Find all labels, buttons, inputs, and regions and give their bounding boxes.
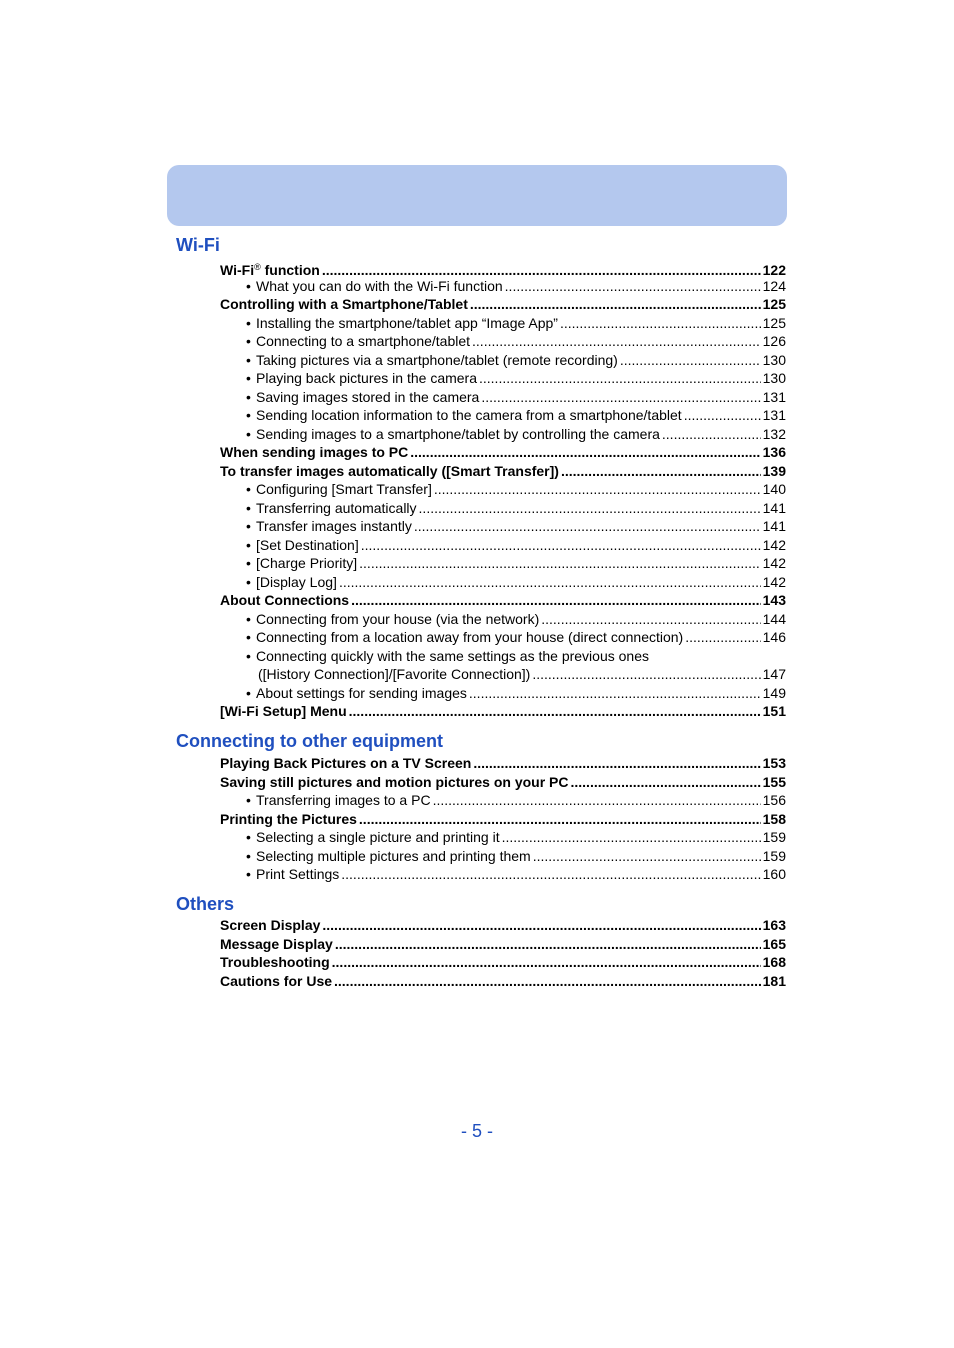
toc-subentry[interactable] bbox=[246, 389, 786, 406]
toc-entry[interactable] bbox=[220, 703, 786, 720]
toc-entry-label: Sending location information to the camera from a smartphone/tablet bbox=[256, 407, 682, 423]
bullet-icon: • bbox=[246, 314, 251, 331]
bullet-icon: • bbox=[246, 407, 251, 423]
bullet-icon: • bbox=[246, 610, 251, 627]
dot-leader bbox=[533, 848, 761, 865]
toc-subentry[interactable] bbox=[258, 666, 786, 683]
toc-page-number: 158 bbox=[762, 810, 786, 827]
bullet-icon: • bbox=[246, 370, 251, 386]
dot-leader bbox=[684, 407, 761, 424]
bullet-icon: • bbox=[246, 499, 251, 516]
toc-page-number: 132 bbox=[762, 425, 786, 442]
toc-entry-label-part: function bbox=[260, 262, 320, 278]
toc-entry[interactable] bbox=[220, 463, 786, 480]
bullet-icon: • bbox=[246, 629, 251, 645]
toc-entry-label: What you can do with the Wi-Fi function bbox=[256, 277, 503, 294]
toc-page-number: 156 bbox=[762, 792, 786, 808]
toc-subentry[interactable] bbox=[246, 426, 786, 443]
toc-page-number: 126 bbox=[762, 333, 786, 349]
dot-leader bbox=[472, 333, 761, 350]
toc-page-number: 130 bbox=[762, 370, 786, 386]
dot-leader bbox=[349, 703, 761, 720]
dot-leader bbox=[410, 444, 760, 461]
toc-subentry[interactable] bbox=[246, 648, 786, 665]
toc-entry-label: Selecting a single picture and printing it bbox=[256, 829, 500, 845]
bullet-icon: • bbox=[246, 425, 251, 442]
toc-page-number: 142 bbox=[762, 555, 786, 571]
dot-leader bbox=[685, 629, 760, 646]
section-title: Connecting to other equipment bbox=[176, 731, 443, 751]
toc-subentry[interactable] bbox=[246, 352, 786, 369]
toc-entry[interactable] bbox=[220, 592, 786, 609]
toc-page-number: 151 bbox=[762, 703, 786, 719]
toc-entry[interactable] bbox=[220, 954, 786, 971]
toc-page-number: 159 bbox=[762, 847, 786, 864]
toc-page-number: 159 bbox=[762, 829, 786, 845]
bullet-icon: • bbox=[246, 792, 251, 808]
toc-page-number: 131 bbox=[762, 388, 786, 405]
dot-leader bbox=[571, 774, 761, 791]
header-band bbox=[167, 165, 787, 226]
bullet-icon: • bbox=[246, 847, 251, 864]
dot-leader bbox=[662, 426, 761, 443]
toc-page-number: 125 bbox=[762, 296, 786, 312]
toc-subentry[interactable] bbox=[246, 333, 786, 350]
bullet-icon: • bbox=[246, 829, 251, 845]
toc-entry-label: About Connections bbox=[220, 592, 350, 608]
toc-entry-label: When sending images to PC bbox=[220, 444, 409, 460]
toc-subentry[interactable] bbox=[246, 518, 786, 535]
bullet-icon: • bbox=[246, 388, 251, 405]
toc-page-number: 163 bbox=[762, 917, 786, 933]
toc-entry-label: Printing the Pictures bbox=[220, 810, 357, 827]
section-title: Wi-Fi bbox=[176, 235, 220, 255]
toc-page-number: 141 bbox=[762, 518, 786, 534]
toc-page-number: 136 bbox=[762, 444, 786, 460]
toc-entry-label: Transfer images instantly bbox=[256, 518, 412, 534]
toc-entry[interactable] bbox=[220, 296, 786, 313]
toc-page-number: 142 bbox=[762, 536, 786, 553]
toc-subentry[interactable] bbox=[246, 370, 786, 387]
dot-leader bbox=[502, 829, 761, 846]
toc-subentry[interactable] bbox=[246, 611, 786, 628]
toc-subentry[interactable] bbox=[246, 829, 786, 846]
dot-leader bbox=[541, 611, 760, 628]
page-number: - 5 - bbox=[460, 1121, 493, 1141]
toc-entry-label: Saving still pictures and motion pictures on your PC bbox=[220, 773, 569, 790]
toc-page-number: 130 bbox=[762, 351, 786, 368]
toc-entry-label: Taking pictures via a smartphone/tablet (remote recording) bbox=[256, 351, 618, 368]
toc-page-number: 160 bbox=[762, 866, 786, 882]
toc-entry-label: Print Settings bbox=[256, 866, 340, 882]
dot-leader bbox=[470, 296, 761, 313]
toc-subentry[interactable] bbox=[246, 629, 786, 646]
dot-leader bbox=[359, 555, 760, 572]
toc-subentry[interactable] bbox=[246, 278, 786, 295]
dot-leader bbox=[473, 755, 760, 772]
toc-subentry[interactable] bbox=[246, 500, 786, 517]
dot-leader bbox=[351, 592, 761, 609]
toc-entry-label: Transferring images to a PC bbox=[256, 792, 431, 808]
dot-leader bbox=[532, 666, 760, 683]
toc-entry[interactable] bbox=[220, 973, 786, 990]
bullet-icon: • bbox=[246, 684, 251, 701]
dot-leader bbox=[332, 954, 761, 971]
toc-subentry[interactable] bbox=[246, 866, 786, 883]
dot-leader bbox=[560, 315, 761, 332]
toc-entry[interactable] bbox=[220, 444, 786, 461]
toc-entry-label: [Display Log] bbox=[256, 573, 337, 590]
dot-leader bbox=[322, 262, 761, 279]
dot-leader bbox=[361, 537, 761, 554]
toc-entry[interactable] bbox=[220, 917, 786, 934]
bullet-icon: • bbox=[246, 536, 251, 553]
bullet-icon: • bbox=[246, 555, 251, 571]
registered-mark: ® bbox=[254, 262, 261, 272]
bullet-icon: • bbox=[246, 277, 251, 294]
toc-entry[interactable] bbox=[220, 774, 786, 791]
toc-subentry[interactable] bbox=[246, 574, 786, 591]
bullet-icon: • bbox=[246, 351, 251, 368]
toc-subentry[interactable] bbox=[246, 685, 786, 702]
dot-leader bbox=[434, 481, 761, 498]
toc-entry-label: Message Display bbox=[220, 935, 333, 952]
toc-entry[interactable] bbox=[220, 755, 786, 772]
toc-entry-label: Connecting quickly with the same settings as the previous ones bbox=[256, 647, 649, 664]
bullet-icon: • bbox=[246, 573, 251, 590]
dot-leader bbox=[359, 811, 761, 828]
toc-page-number: 141 bbox=[762, 499, 786, 516]
bullet-icon: • bbox=[246, 333, 251, 349]
toc-entry[interactable] bbox=[220, 936, 786, 953]
toc-entry-label: Saving images stored in the camera bbox=[256, 388, 480, 405]
toc-entry-label: Transferring automatically bbox=[256, 499, 417, 516]
dot-leader bbox=[334, 973, 761, 990]
toc-subentry[interactable] bbox=[246, 555, 786, 572]
bullet-icon: • bbox=[246, 647, 251, 664]
toc-entry-label: Connecting from a location away from your house (direct connection) bbox=[256, 629, 684, 645]
toc-entry-label: To transfer images automatically ([Smart Transfer]) bbox=[220, 462, 559, 479]
dot-leader bbox=[339, 574, 761, 591]
toc-page-number: 146 bbox=[762, 629, 786, 645]
toc-entry-label: Playing back pictures in the camera bbox=[256, 370, 477, 386]
toc-page-number: 181 bbox=[762, 972, 786, 989]
toc-entry-label: Installing the smartphone/tablet app “Image App” bbox=[256, 314, 558, 331]
dot-leader bbox=[341, 866, 760, 883]
toc-page-number: 142 bbox=[762, 573, 786, 590]
toc-entry-label: [Charge Priority] bbox=[256, 555, 358, 571]
toc-page-number: 124 bbox=[762, 277, 786, 294]
toc-entry-label: Controlling with a Smartphone/Tablet bbox=[220, 296, 468, 312]
toc-page-number: 149 bbox=[762, 684, 786, 701]
dot-leader bbox=[561, 463, 761, 480]
toc-subentry[interactable] bbox=[246, 407, 786, 424]
toc-page-number: 155 bbox=[762, 773, 786, 790]
toc-subentry[interactable] bbox=[246, 537, 786, 554]
toc-subentry[interactable] bbox=[246, 848, 786, 865]
toc-entry-label: Screen Display bbox=[220, 917, 321, 933]
toc-page-number: 168 bbox=[762, 954, 786, 970]
toc-page-number: 144 bbox=[762, 610, 786, 627]
toc-entry-label: Troubleshooting bbox=[220, 954, 330, 970]
toc-entry-label: Configuring [Smart Transfer] bbox=[256, 481, 432, 497]
dot-leader bbox=[620, 352, 761, 369]
toc-entry-label: [Wi-Fi Setup] Menu bbox=[220, 703, 347, 719]
toc-entry-label: Playing Back Pictures on a TV Screen bbox=[220, 755, 472, 771]
toc-entry-label: ([History Connection]/[Favorite Connection]) bbox=[258, 666, 531, 682]
dot-leader bbox=[481, 389, 760, 406]
toc-page-number: 125 bbox=[762, 314, 786, 331]
dot-leader bbox=[414, 518, 761, 535]
dot-leader bbox=[433, 792, 761, 809]
toc-entry-label: About settings for sending images bbox=[256, 684, 467, 701]
toc-subentry[interactable] bbox=[246, 792, 786, 809]
dot-leader bbox=[419, 500, 761, 517]
toc-entry-label: [Set Destination] bbox=[256, 536, 359, 553]
toc-entry-label: Connecting from your house (via the network) bbox=[256, 610, 540, 627]
bullet-icon: • bbox=[246, 866, 251, 882]
toc-entry-label: Selecting multiple pictures and printing them bbox=[256, 847, 531, 864]
toc-page-number: 153 bbox=[762, 755, 786, 771]
toc-page-number: 140 bbox=[762, 481, 786, 497]
toc-entry-label-part: Wi-Fi bbox=[220, 262, 255, 278]
bullet-icon: • bbox=[246, 481, 251, 497]
toc-entry-label: Sending images to a smartphone/tablet by controlling the camera bbox=[256, 425, 660, 442]
toc-entry-label: Cautions for Use bbox=[220, 972, 333, 989]
toc-page-number: 122 bbox=[762, 262, 786, 278]
dot-leader bbox=[469, 685, 761, 702]
toc-page-number: 143 bbox=[762, 592, 786, 608]
toc-entry[interactable] bbox=[220, 259, 786, 279]
toc-page-number: 165 bbox=[762, 935, 786, 952]
dot-leader bbox=[335, 936, 761, 953]
toc-entry-label bbox=[220, 259, 320, 279]
toc-page-number: 131 bbox=[762, 407, 786, 423]
section-title: Others bbox=[176, 894, 235, 914]
bullet-icon: • bbox=[246, 518, 251, 534]
toc-page-number: 147 bbox=[762, 666, 786, 682]
toc-page-number: 139 bbox=[762, 462, 786, 479]
toc-subentry[interactable] bbox=[246, 315, 786, 332]
toc-subentry[interactable] bbox=[246, 481, 786, 498]
dot-leader bbox=[322, 917, 760, 934]
dot-leader bbox=[479, 370, 761, 387]
toc-entry-label: Connecting to a smartphone/tablet bbox=[256, 333, 471, 349]
toc-entry[interactable] bbox=[220, 811, 786, 828]
dot-leader bbox=[505, 278, 761, 295]
